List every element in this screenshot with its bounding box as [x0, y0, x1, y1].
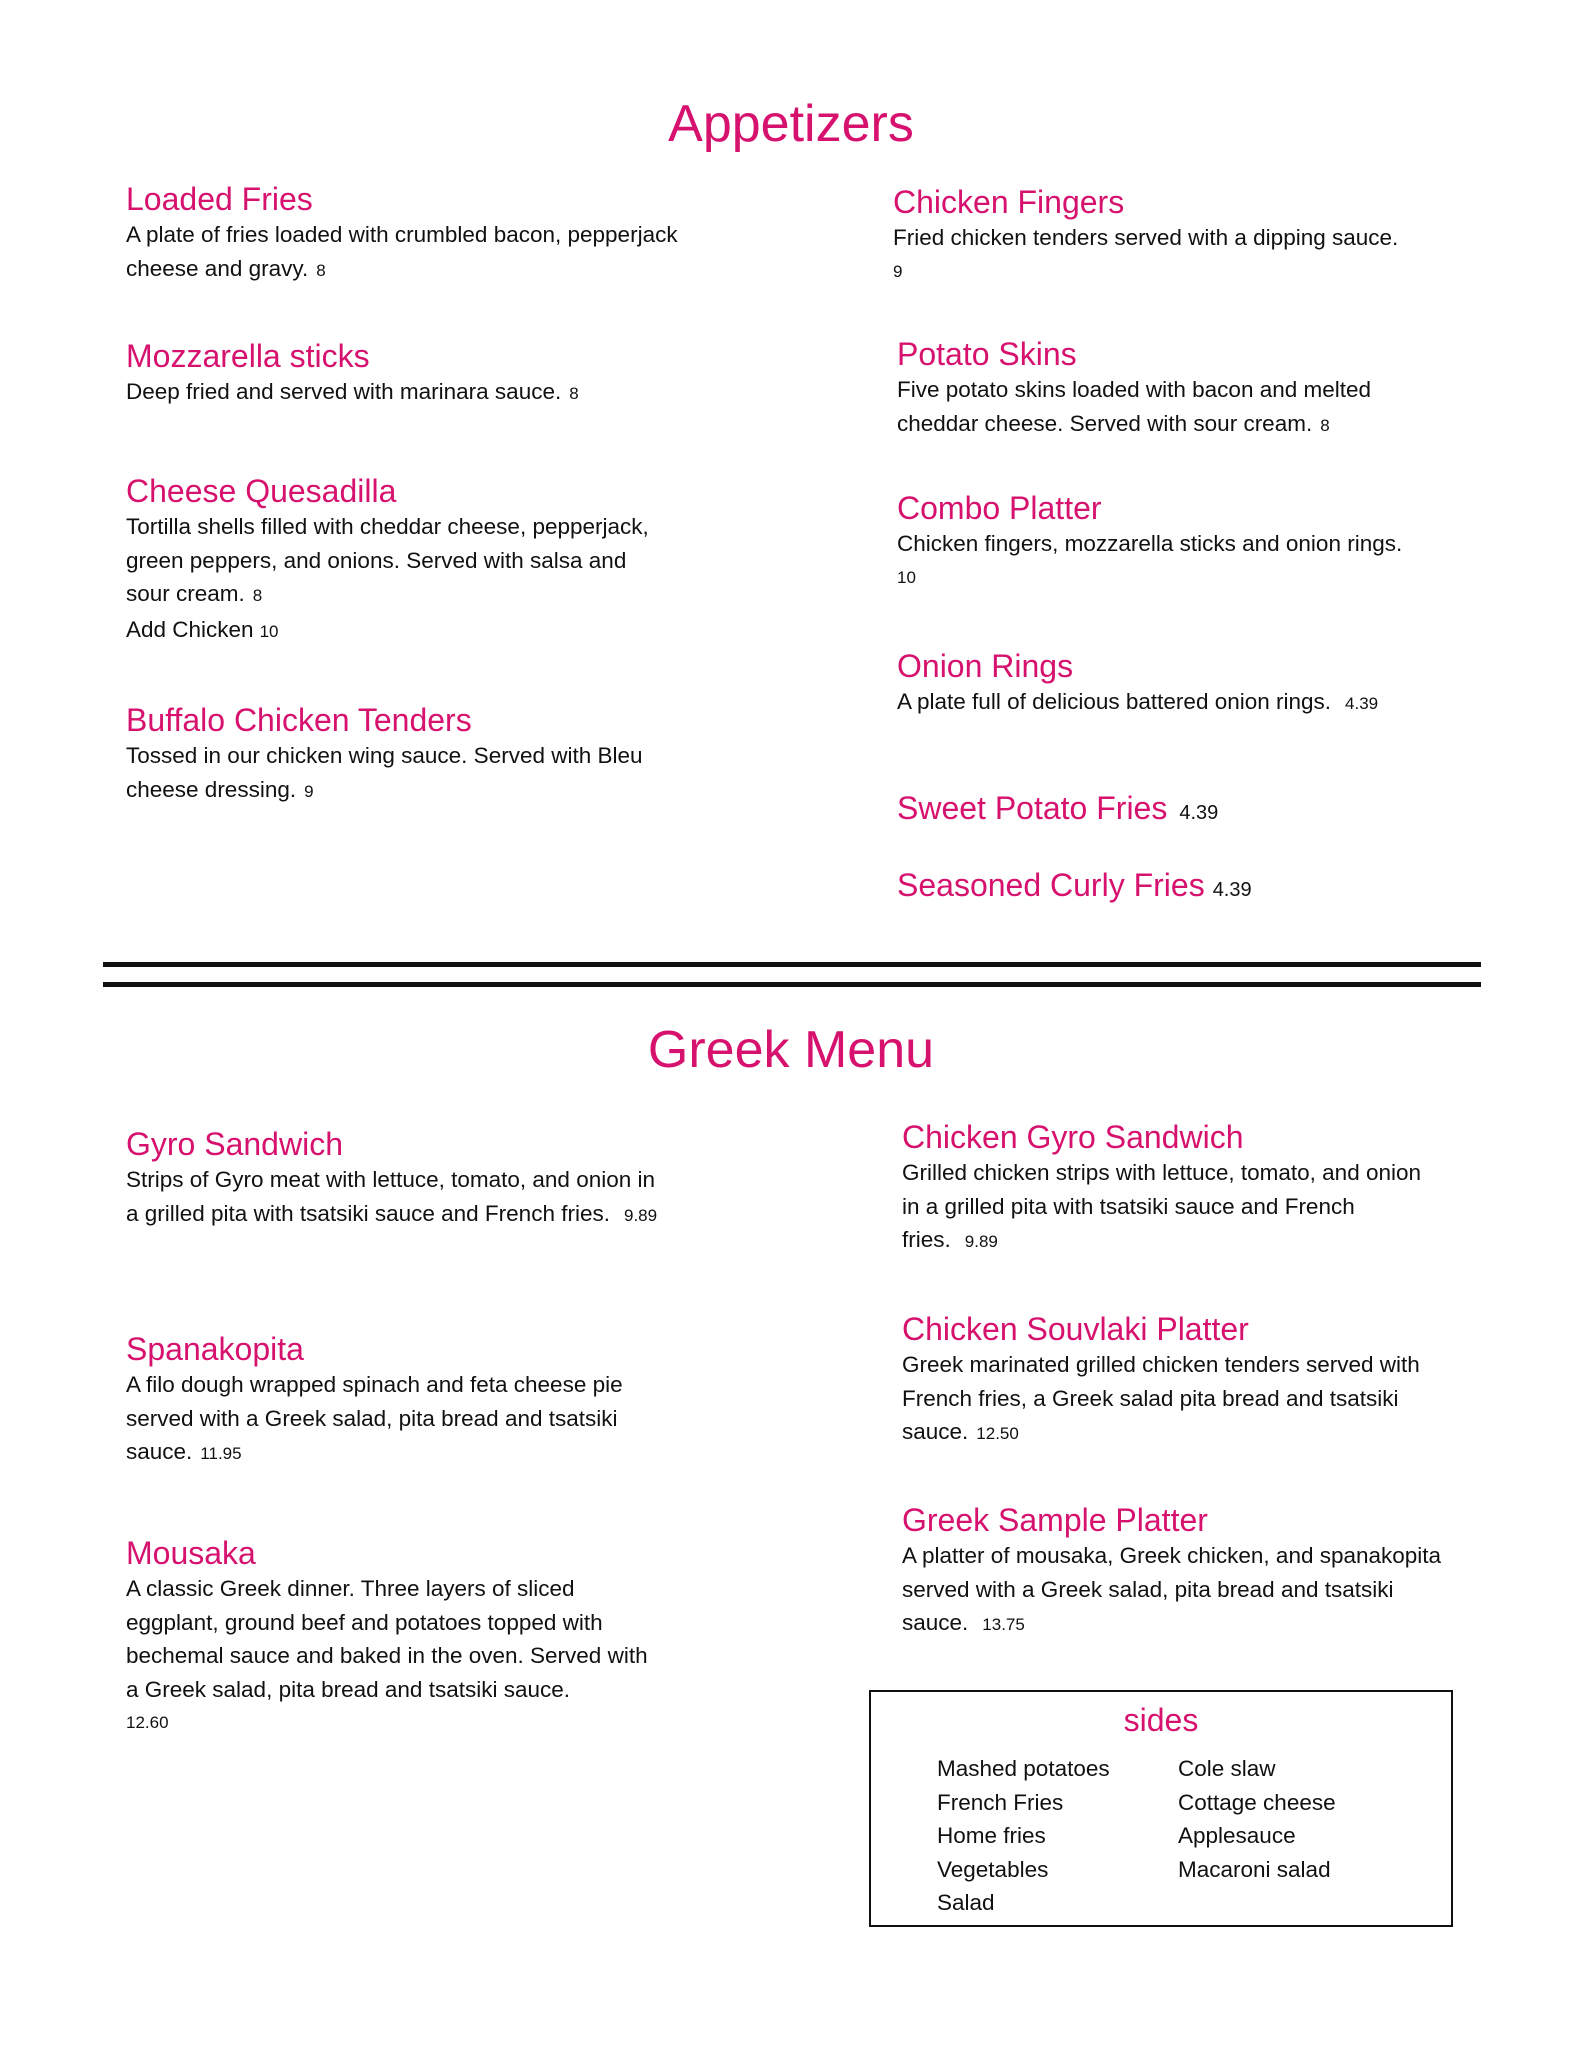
item-description: Tortilla shells filled with cheddar cheese, pepperjack, green peppers, and onions. Served with salsa and sour cream. 8 [126, 514, 649, 606]
item-price: 9 [304, 781, 314, 801]
menu-item-onion-rings [897, 647, 1477, 721]
item-name: Seasoned Curly Fries [897, 867, 1205, 903]
menu-item-loaded-fries [126, 180, 686, 287]
menu-item-chicken-souvlaki-platter [902, 1310, 1442, 1451]
item-price: 8 [1320, 415, 1330, 435]
item-description: Chicken fingers, mozzarella sticks and onion rings. 10 [897, 527, 1457, 594]
side-item: Vegetables [937, 1856, 1049, 1882]
menu-item-mozzarella-sticks [126, 337, 686, 411]
appetizers-title: Appetizers [668, 95, 914, 153]
item-name: Greek Sample Platter [902, 1502, 1208, 1538]
item-price: 4.39 [1345, 694, 1379, 713]
item-description: Five potato skins loaded with bacon and melted cheddar cheese. Served with sour cream. 8 [897, 377, 1372, 436]
side-item: Cole slaw [1178, 1756, 1276, 1781]
item-description: Grilled chicken strips with lettuce, tomato, and onion in a grilled pita with tsatsiki sauce and French fries. 9.89 [902, 1160, 1422, 1252]
sides-title: sides [1123, 1702, 1199, 1738]
item-price: 4.39 [1212, 879, 1252, 901]
sides-column-right [1178, 1752, 1336, 1886]
item-price: 10 [897, 567, 916, 587]
side-item: Applesauce [1178, 1823, 1296, 1848]
item-name: Onion Rings [897, 648, 1074, 684]
side-item: Mashed potatoes [937, 1756, 1110, 1781]
section-divider-top [103, 962, 1481, 967]
side-item: Salad [937, 1890, 995, 1915]
item-name: Chicken Souvlaki Platter [902, 1311, 1249, 1347]
item-name: Mozzarella sticks [126, 338, 370, 374]
menu-item-chicken-gyro-sandwich [902, 1118, 1442, 1259]
menu-item-buffalo-chicken-tenders [126, 701, 656, 808]
item-description: Deep fried and served with marinara sauce. 8 [126, 379, 579, 404]
menu-item-gyro-sandwich [126, 1125, 666, 1232]
menu-item-chicken-fingers [893, 183, 1453, 288]
item-description: A plate of fries loaded with crumbled bacon, pepperjack cheese and gravy. 8 [126, 222, 678, 281]
item-price: 8 [316, 260, 326, 280]
item-name: Spanakopita [126, 1331, 304, 1367]
item-description: A plate full of delicious battered onion rings. 4.39 [897, 689, 1379, 714]
item-name: Chicken Fingers [893, 184, 1125, 220]
item-price: 12.60 [126, 1713, 169, 1732]
item-description: A filo dough wrapped spinach and feta cheese pie served with a Greek salad, pita bread and tsatsiki sauce. 11.95 [126, 1372, 623, 1464]
menu-item-mousaka [126, 1534, 666, 1740]
item-name: Gyro Sandwich [126, 1126, 343, 1162]
side-item: French Fries [937, 1789, 1064, 1815]
menu-item-spanakopita [126, 1330, 666, 1471]
item-name: Cheese Quesadilla [126, 473, 397, 509]
greek-menu-title: Greek Menu [647, 1021, 935, 1079]
item-name: Sweet Potato Fries [897, 790, 1168, 826]
item-price: 13.75 [982, 1615, 1025, 1634]
menu-item-potato-skins [897, 335, 1437, 442]
item-price: 9.89 [964, 1232, 998, 1251]
item-name: Buffalo Chicken Tenders [126, 702, 472, 738]
menu-item-cheese-quesadilla [126, 472, 656, 648]
item-price: 4.39 [1179, 802, 1219, 824]
item-description: A classic Greek dinner. Three layers of sliced eggplant, ground beef and potatoes topped with bechemal sauce and baked in the oven. Served with a Greek salad, pita bread and tsatsiki sauce. 12.60 [126, 1572, 666, 1740]
menu-item-greek-sample-platter [902, 1501, 1442, 1642]
menu-item-seasoned-curly-fries [897, 866, 1477, 904]
side-item: Macaroni salad [1178, 1856, 1331, 1882]
item-description: Fried chicken tenders served with a dipping sauce. 9 [893, 221, 1453, 288]
item-price: 9 [893, 261, 903, 281]
item-price: 8 [252, 586, 263, 605]
section-divider-bottom [103, 982, 1481, 987]
addon-price: 10 [259, 621, 279, 641]
sides-box [869, 1690, 1453, 1927]
side-item: Home fries [937, 1823, 1046, 1848]
item-price: 11.95 [200, 1444, 242, 1463]
item-name: Combo Platter [897, 490, 1102, 526]
item-addon: Add Chicken 10 [126, 616, 279, 642]
item-name: Mousaka [126, 1535, 256, 1571]
item-description: Strips of Gyro meat with lettuce, tomato, and onion in a grilled pita with tsatsiki sauce and French fries. 9.89 [126, 1167, 658, 1226]
menu-item-sweet-potato-fries [897, 789, 1477, 827]
item-description: A platter of mousaka, Greek chicken, and spanakopita served with a Greek salad, pita bread and tsatsiki sauce. 13.75 [902, 1543, 1442, 1635]
item-name: Potato Skins [897, 336, 1077, 372]
item-price: 12.50 [976, 1424, 1019, 1443]
side-item: Cottage cheese [1178, 1789, 1336, 1815]
item-name: Chicken Gyro Sandwich [902, 1119, 1244, 1155]
item-price: 8 [569, 384, 579, 403]
item-description: Tossed in our chicken wing sauce. Served with Bleu cheese dressing. 9 [126, 743, 643, 802]
menu-item-combo-platter [897, 489, 1457, 594]
item-description: Greek marinated grilled chicken tenders served with French fries, a Greek salad pita bread and tsatsiki sauce. 12.50 [902, 1352, 1420, 1444]
item-name: Loaded Fries [126, 181, 313, 217]
item-price: 9.89 [623, 1205, 658, 1225]
sides-column-left [937, 1752, 1110, 1920]
